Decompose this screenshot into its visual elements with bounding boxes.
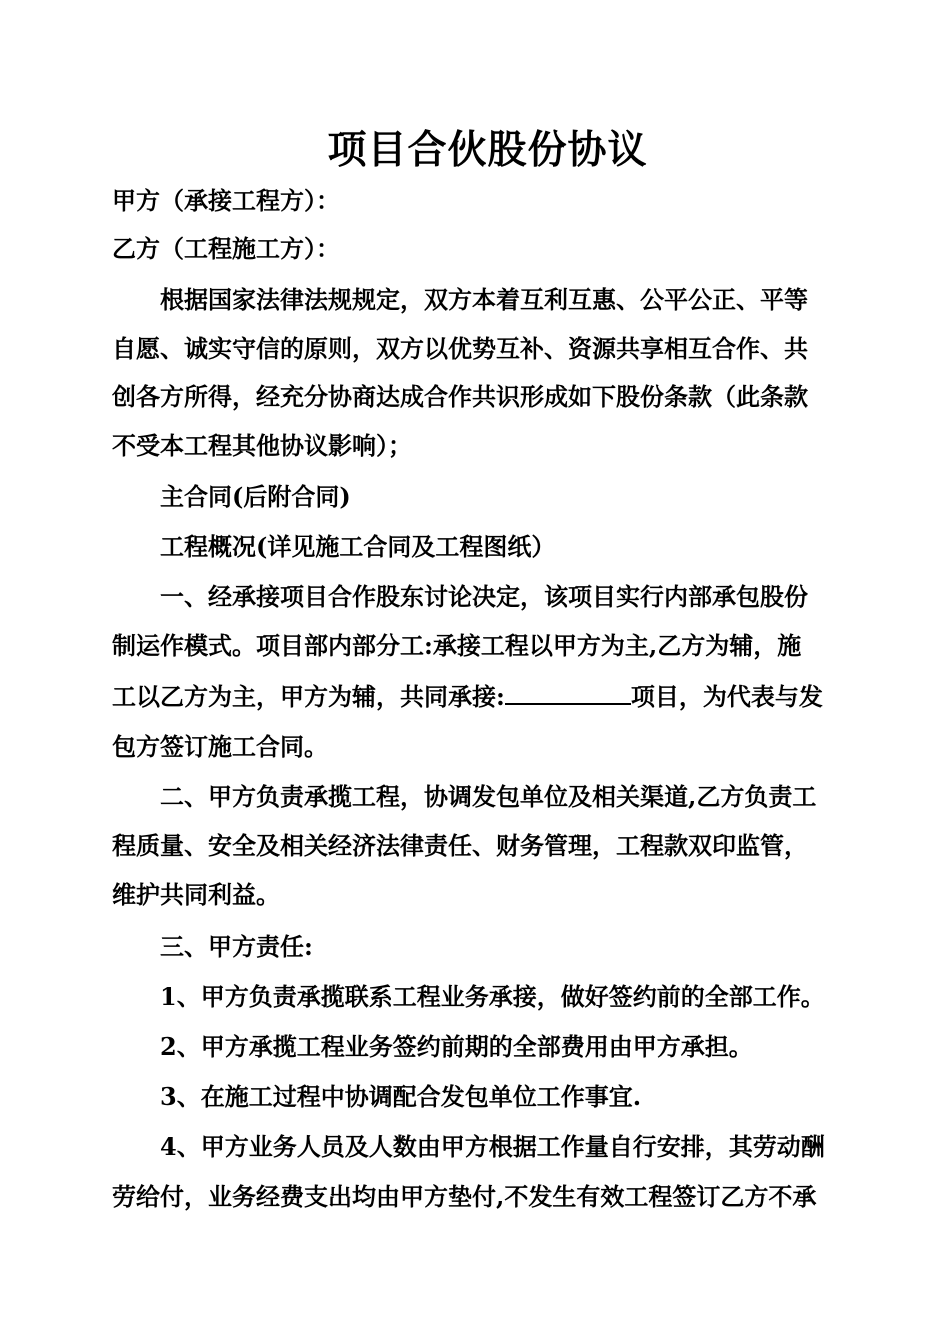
section1-line: 一、经承接项目合作股东讨论决定，该项目实行内部承包股份 (160, 582, 808, 611)
intro-line: 自愿、诚实守信的原则，双方以优势互补、资源共享相互合作、共 (112, 334, 808, 363)
section3-item-1: 1、甲方负责承揽联系工程业务承接，做好签约前的全部工作。 (160, 982, 825, 1011)
main-contract-line: 主合同(后附合同) (160, 482, 351, 511)
section3-heading: 三、甲方责任: (160, 932, 313, 961)
party-b-line: 乙方（工程施工方）： (112, 234, 340, 263)
section1-line: 包方签订施工合同。 (112, 732, 328, 761)
intro-line: 创各方所得，经充分协商达成合作共识形成如下股份条款（此条款 (112, 382, 808, 411)
document-title: 项目合伙股份协议 (327, 127, 648, 173)
intro-line: 不受本工程其他协议影响）； (112, 431, 412, 460)
overview-line: 工程概况(详见施工合同及工程图纸） (160, 532, 556, 561)
section3-item-2: 2、甲方承揽工程业务签约前期的全部费用由甲方承担。 (160, 1032, 753, 1061)
section2-line: 二、甲方负责承揽工程，协调发包单位及相关渠道,乙方负责工 (160, 782, 817, 811)
section3-item-3: 3、在施工过程中协调配合发包单位工作事宜. (160, 1082, 642, 1111)
section2-line: 维护共同利益。 (112, 880, 280, 909)
section3-item-4: 4、甲方业务人员及人数由甲方根据工作量自行安排，其劳动酬 (160, 1132, 825, 1161)
section1-line (112, 680, 823, 714)
section3-item-4-cont: 劳给付，业务经费支出均由甲方垫付,不发生有效工程签订乙方不承 (112, 1182, 817, 1211)
section1-text-before-blank: 工以乙方为主，甲方为辅，共同承接: (112, 682, 505, 711)
section1-line: 制运作模式。项目部内部分工:承接工程以甲方为主,乙方为辅，施 (112, 631, 802, 660)
project-name-blank[interactable] (505, 681, 631, 705)
intro-line: 根据国家法律法规规定，双方本着互利互惠、公平公正、平等 (160, 285, 808, 314)
party-a-line: 甲方（承接工程方）： (112, 186, 340, 215)
section2-line: 程质量、安全及相关经济法律责任、财务管理，工程款双印监管， (112, 831, 808, 860)
section1-text-after-blank: 项目，为代表与发 (630, 682, 823, 711)
